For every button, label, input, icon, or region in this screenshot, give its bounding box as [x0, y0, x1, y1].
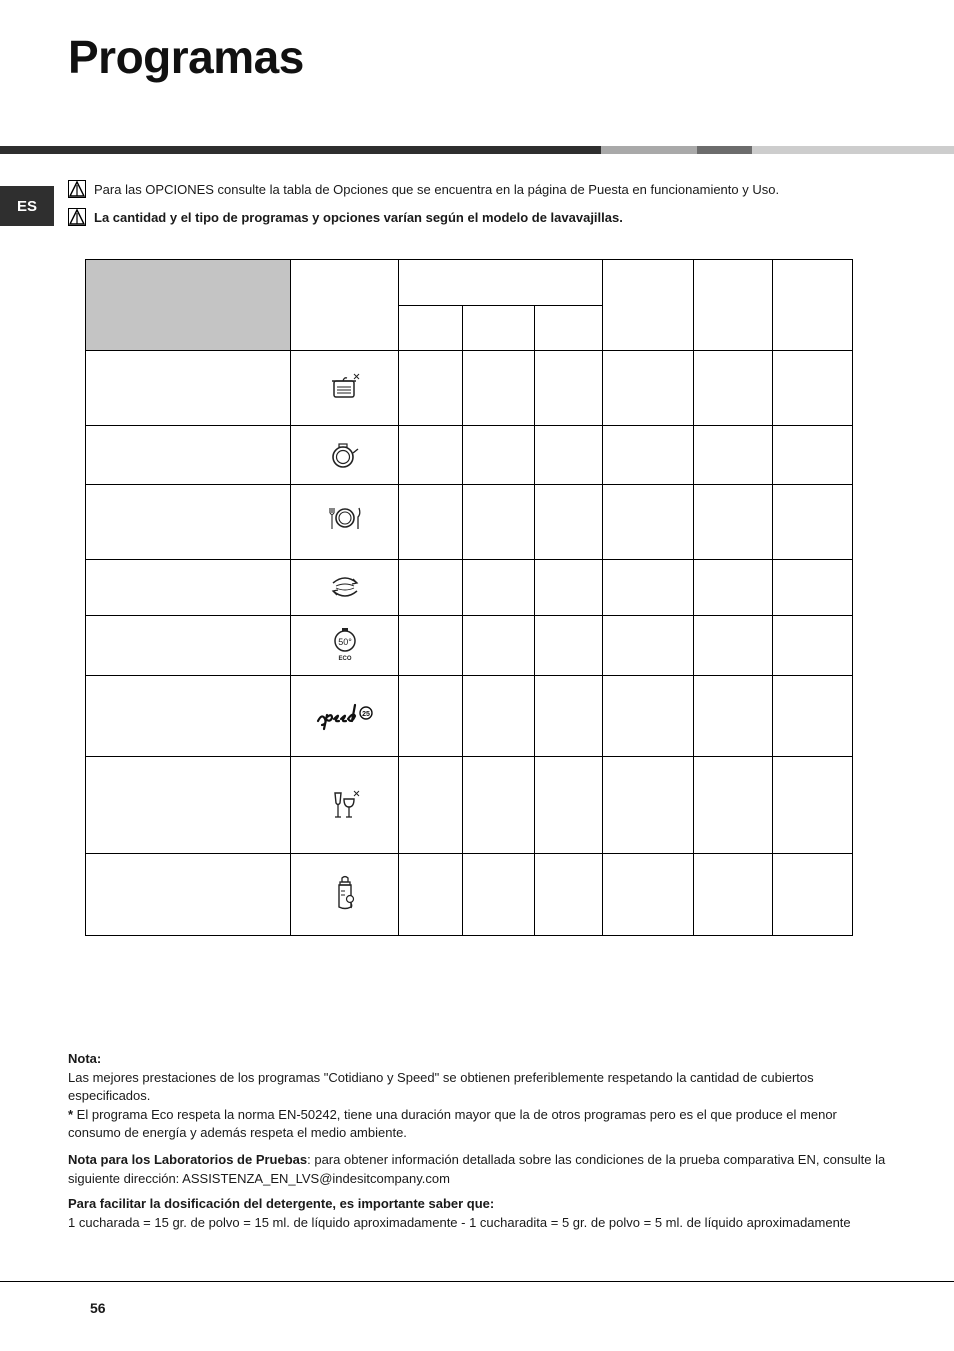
eco-star: *	[68, 1106, 74, 1122]
subheader-2	[463, 306, 534, 351]
table-row	[86, 675, 853, 756]
header-program	[86, 260, 291, 351]
program-name-cell	[86, 560, 291, 615]
program-name-cell	[86, 485, 291, 560]
header-col-6	[602, 260, 693, 351]
lab-section	[68, 1151, 888, 1188]
page-number: 56	[90, 1300, 106, 1316]
arrows-cycle-icon	[327, 571, 363, 603]
program-name-cell	[86, 426, 291, 485]
icon-cell	[291, 485, 399, 560]
detergent-text: 1 cucharada = 15 gr. de polvo = 15 ml. de líquido aproximadamente - 1 cucharadita = 5 gr. de polvo = 5 ml. de líquido aproximadamente	[68, 1214, 851, 1230]
icon-cell	[291, 351, 399, 426]
nota-line: Las mejores prestaciones de los programas "Cotidiano y Speed" se obtienen preferiblemente respetando la cantidad de cubiertos especificados.	[68, 1069, 814, 1103]
language-tab: ES	[0, 186, 54, 226]
programs-table	[85, 259, 853, 936]
icon-cell	[291, 675, 399, 756]
glasses-icon	[327, 787, 363, 823]
table-row	[86, 756, 853, 853]
table-row	[86, 615, 853, 675]
pot-icon	[327, 370, 363, 406]
warning-icon	[68, 208, 86, 226]
program-name-cell	[86, 615, 291, 675]
header-group	[399, 260, 602, 306]
page-title: Programas	[68, 31, 304, 83]
subheader-1	[399, 306, 463, 351]
detergent-section	[68, 1195, 888, 1232]
svg-text:ECO: ECO	[338, 656, 352, 663]
program-name-cell	[86, 351, 291, 426]
header-icon	[291, 260, 399, 351]
icon-cell	[291, 615, 399, 675]
header-bar-gray	[601, 146, 697, 154]
speed-icon	[314, 701, 376, 731]
nota-section	[68, 1050, 888, 1143]
table-row	[86, 853, 853, 935]
variation-notice	[68, 208, 623, 226]
table-row	[86, 426, 853, 485]
svg-text:50°: 50°	[338, 637, 352, 648]
icon-cell	[291, 426, 399, 485]
variation-notice-text: La cantidad y el tipo de programas y opciones varían según el modelo de lavavajillas.	[94, 209, 623, 225]
icon-cell	[291, 560, 399, 615]
table-header-row	[86, 260, 853, 306]
nota-label: Nota:	[68, 1051, 102, 1066]
subheader-3	[534, 306, 602, 351]
table-row	[86, 485, 853, 560]
header-col-8	[772, 260, 852, 351]
eco-note: El programa Eco respeta la norma EN-50242, tiene una duración mayor que la de otros programas pero es el que produce el menor consumo de energía y además respeta el medio ambiente.	[68, 1106, 837, 1140]
baby-bottle-icon	[327, 875, 363, 913]
eco-50-icon	[328, 627, 362, 663]
table-row	[86, 351, 853, 426]
plate-cutlery-icon	[325, 504, 365, 540]
program-name-cell	[86, 853, 291, 935]
pan-icon	[327, 437, 363, 473]
icon-cell	[291, 756, 399, 853]
options-notice-text: Para las OPCIONES consulte la tabla de Opciones que se encuentra en la página de Puesta en funcionamiento y Uso.	[94, 181, 780, 197]
warning-icon	[68, 180, 86, 198]
icon-cell	[291, 853, 399, 935]
options-notice	[68, 180, 779, 198]
lab-text: : para obtener información detallada sobre las condiciones de la prueba comparativa EN, consulte la siguiente dirección: ASSISTENZA_EN_LVS@indesitcompany.com	[68, 1152, 886, 1186]
header-col-7	[693, 260, 772, 351]
program-name-cell	[86, 756, 291, 853]
header-bar-mid	[697, 146, 752, 154]
table-row	[86, 560, 853, 615]
svg-text:25: 25	[361, 710, 370, 718]
lab-label: Nota para los Laboratorios de Pruebas	[68, 1152, 308, 1167]
footer-divider	[0, 1281, 954, 1282]
program-name-cell	[86, 675, 291, 756]
header-bar-light	[752, 146, 954, 154]
header-bar-dark	[0, 146, 601, 154]
detergent-label: Para facilitar la dosificación del detergente, es importante saber que:	[68, 1196, 495, 1211]
